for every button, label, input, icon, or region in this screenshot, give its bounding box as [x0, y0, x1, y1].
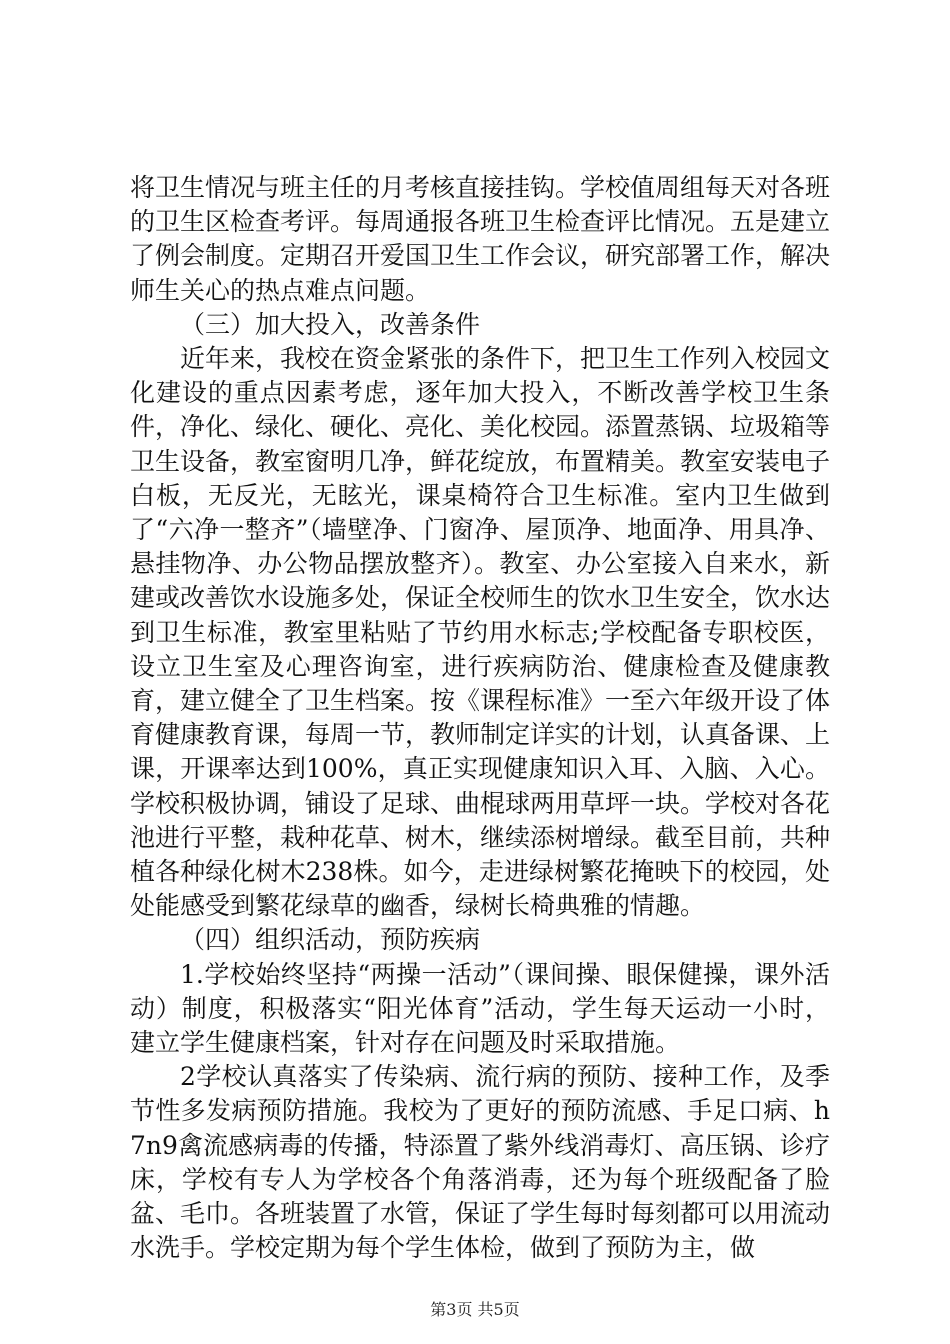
section-heading-4: （四）组织活动，预防疾病	[180, 925, 481, 955]
section-heading-3: （三）加大投入，改善条件	[180, 309, 481, 339]
paragraph-activities: 1.学校始终坚持“两操一活动”（课间操、眼保健操，课外活动）制度，积极落实“阳光体育”活动，学生每天运动一小时，建立学生健康档案，针对存在问题及时采取措施。	[130, 959, 830, 1058]
page-number: 第3页 共5页	[430, 1300, 520, 1319]
paragraph-investment: 近年来，我校在资金紧张的条件下，把卫生工作列入校园文化建设的重点因素考虑，逐年加大投入，不断改善学校卫生条件，净化、绿化、硬化、亮化、美化校园。添置蒸锅、垃圾箱等卫生设备，教室窗明几净，鲜花绽放，布置精美。教室安装电子白板，无反光，无眩光，课桌椅符合卫生标准。室内卫生做到了“六净一整齐”（墙壁净、门窗净、屋顶净、地面净、用具净、悬挂物净、办公物品摆放整齐）。教室、办公室接入自来水，新建或改善饮水设施多处，保证全校师生的饮水卫生安全，饮水达到卫生标准，教室里粘贴了节约用水标志;学校配备专职校医，设立卫生室及心理咨询室，进行疾病防治、健康检查及健康教育，建立健全了卫生档案。按《课程标准》一至六年级开设了体育健康教育课，每周一节，教师制定详实的计划，认真备课、上课，开课率达到100%，真正实现健康知识入耳、入脑、入心。学校积极协调，铺设了足球、曲棍球两用草坪一块。学校对各花池进行平整，栽种花草、树木，继续添树增绿。截至目前，共种植各种绿化树木238株。如今，走进绿树繁花掩映下的校园，处处能感受到繁花绿草的幽香，绿树长椅典雅的情趣。	[130, 344, 831, 921]
paragraph-hygiene-assessment: 将卫生情况与班主任的月考核直接挂钩。学校值周组每天对各班的卫生区检查考评。每周通报各班卫生检查评比情况。五是建立了例会制度。定期召开爱国卫生工作会议，研究部署工作，解决师生关心的热点难点问题。	[130, 173, 831, 305]
paragraph-disease-prevention: 2学校认真落实了传染病、流行病的预防、接种工作，及季节性多发病预防措施。我校为了更好的预防流感、手足口病、h7n9禽流感病毒的传播，特添置了紫外线消毒灯、高压锅、诊疗床，学校有专人为学校各个角落消毒，还为每个班级配备了脸盆、毛巾。各班装置了水管，保证了学生每时每刻都可以用流动水洗手。学校定期为每个学生体检，做到了预防为主，做	[130, 1062, 831, 1263]
document-body	[130, 171, 830, 1266]
